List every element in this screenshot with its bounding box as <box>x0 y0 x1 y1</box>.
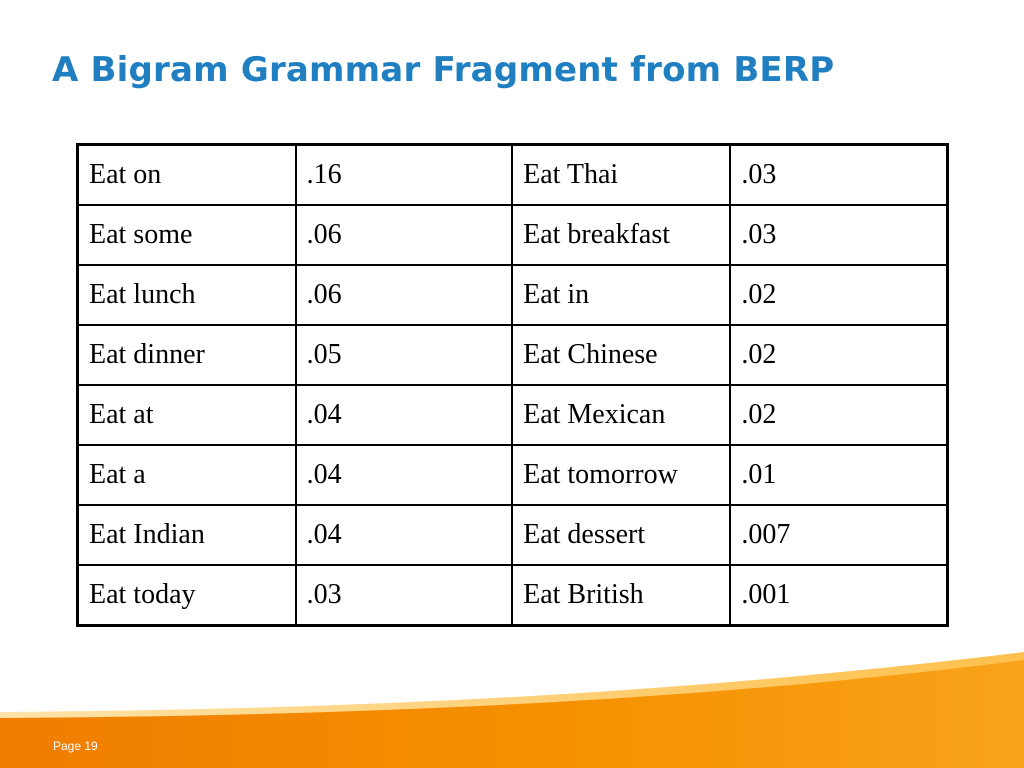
probability-cell: .06 <box>296 265 512 325</box>
bigram-cell: Eat dinner <box>78 325 296 385</box>
bigram-cell: Eat Indian <box>78 505 296 565</box>
table-row <box>78 205 948 265</box>
table-row <box>78 265 948 325</box>
probability-cell: .007 <box>730 505 947 565</box>
probability-cell: .04 <box>296 445 512 505</box>
bigram-cell: Eat today <box>78 565 296 626</box>
table-row <box>78 565 948 626</box>
probability-cell: .01 <box>730 445 947 505</box>
probability-cell: .02 <box>730 325 947 385</box>
table-row <box>78 325 948 385</box>
probability-cell: .04 <box>296 505 512 565</box>
bigram-cell: Eat in <box>512 265 730 325</box>
bigram-table-body <box>78 145 948 626</box>
table-row <box>78 445 948 505</box>
probability-cell: .16 <box>296 145 512 206</box>
bigram-cell: Eat a <box>78 445 296 505</box>
bigram-cell: Eat at <box>78 385 296 445</box>
probability-cell: .03 <box>730 205 947 265</box>
slide-title: A Bigram Grammar Fragment from BERP <box>52 50 835 90</box>
probability-cell: .02 <box>730 265 947 325</box>
bigram-cell: Eat Chinese <box>512 325 730 385</box>
bigram-cell: Eat breakfast <box>512 205 730 265</box>
bigram-cell: Eat on <box>78 145 296 206</box>
probability-cell: .05 <box>296 325 512 385</box>
bigram-cell: Eat Thai <box>512 145 730 206</box>
probability-cell: .03 <box>296 565 512 626</box>
bigram-cell: Eat lunch <box>78 265 296 325</box>
probability-cell: .04 <box>296 385 512 445</box>
bigram-cell: Eat tomorrow <box>512 445 730 505</box>
bigram-cell: Eat Mexican <box>512 385 730 445</box>
page-number: Page 19 <box>53 739 98 753</box>
bigram-cell: Eat dessert <box>512 505 730 565</box>
table-row <box>78 145 948 206</box>
probability-cell: .001 <box>730 565 947 626</box>
table-row <box>78 505 948 565</box>
bigram-table <box>76 143 949 627</box>
footer-swoosh <box>0 640 1024 768</box>
probability-cell: .06 <box>296 205 512 265</box>
bigram-cell: Eat some <box>78 205 296 265</box>
probability-cell: .02 <box>730 385 947 445</box>
bigram-cell: Eat British <box>512 565 730 626</box>
probability-cell: .03 <box>730 145 947 206</box>
table-row <box>78 385 948 445</box>
